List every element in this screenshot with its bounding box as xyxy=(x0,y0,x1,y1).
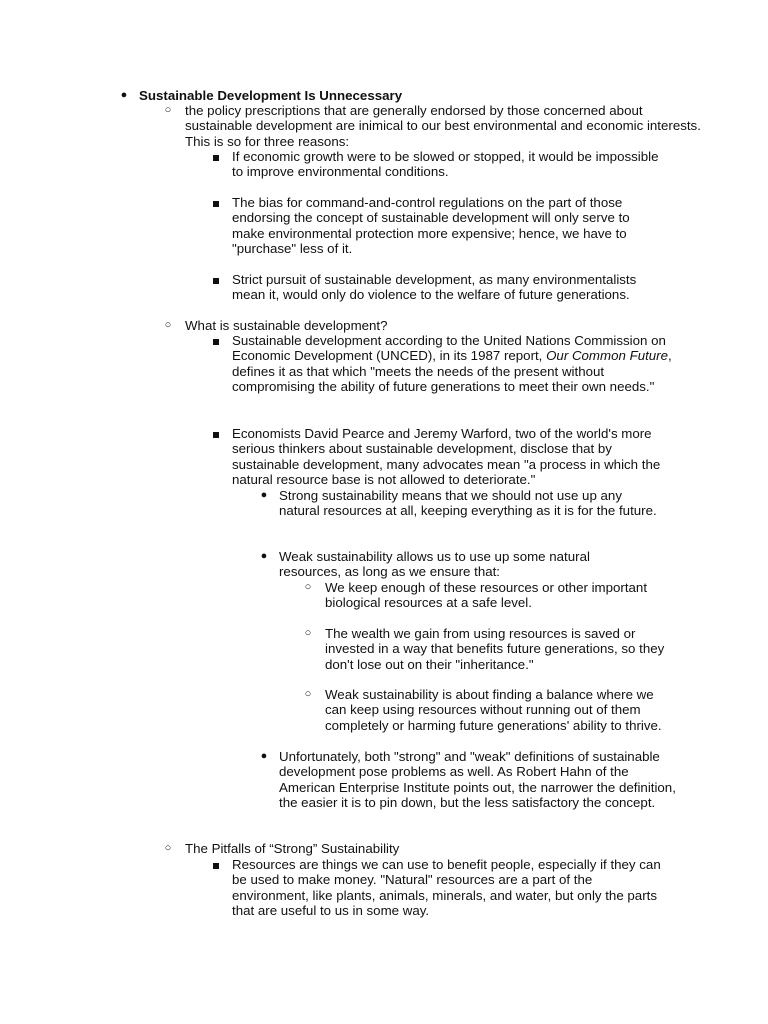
list-item-economists xyxy=(232,426,677,488)
square-bullet-icon xyxy=(209,333,223,348)
list-item-unfortunately xyxy=(260,749,679,811)
square-bullet-icon xyxy=(209,426,223,441)
reason-text: The bias for command-and-control regulations on the part of those endorsing the concept of sustainable development will only serve to make environmental protection more expensive; hence, we have to "purchase" less of it. xyxy=(232,195,630,257)
report-title: Our Common Future xyxy=(546,348,669,364)
unced-text: Sustainable development according to the United Nations Commission on Economic Development (UNCED), in its 1987 report, Our Common Future, defines it as that which "meets the needs of the present without compromising the ability of future generations to meet their own needs." xyxy=(232,333,672,395)
hollow-bullet-icon: ○ xyxy=(304,581,312,593)
list-item-weak xyxy=(260,549,639,580)
list-item-pitfalls xyxy=(164,841,665,856)
square-bullet-icon xyxy=(209,195,223,210)
bullet-heading xyxy=(120,88,659,103)
list-item-resources xyxy=(232,857,672,919)
hollow-bullet-icon: ○ xyxy=(164,319,172,331)
filled-bullet-icon: ● xyxy=(260,550,268,562)
hollow-bullet-icon: ○ xyxy=(304,688,312,700)
list-item-reason-1 xyxy=(232,149,662,180)
weak-text: Weak sustainability allows us to use up some natural resources, as long as we ensure that: xyxy=(279,549,590,580)
list-item-intro xyxy=(164,103,710,149)
weak-point-text: Weak sustainability is about finding a balance where we can keep using resources without running out of them completely or harming future generations' ability to thrive. xyxy=(325,687,662,733)
hollow-bullet-icon: ○ xyxy=(164,104,172,116)
square-bullet-icon xyxy=(209,857,223,872)
list-item-what-is xyxy=(164,318,665,333)
square-bullet-icon xyxy=(209,272,223,287)
square-bullet-icon xyxy=(209,149,223,164)
list-item-strong xyxy=(260,488,659,519)
hollow-bullet-icon: ○ xyxy=(164,842,172,854)
list-item-unced xyxy=(232,333,672,395)
section-heading: Sustainable Development Is Unnecessary xyxy=(139,88,403,103)
resources-text: Resources are things we can use to benefit people, especially if they can be used to make money. "Natural" resources are a part of the environment, like plants, animals, minerals, and water, but only the parts that are useful to us in some way. xyxy=(232,857,661,919)
weak-point-text: We keep enough of these resources or other important biological resources at a safe level. xyxy=(325,580,648,611)
reason-text: If economic growth were to be slowed or stopped, it would be impossible to improve environmental conditions. xyxy=(232,149,659,180)
hollow-bullet-icon: ○ xyxy=(304,627,312,639)
strong-text: Strong sustainability means that we should not use up any natural resources at all, keeping everything as it is for the future. xyxy=(279,488,657,519)
pitfalls-label: The Pitfalls of “Strong” Sustainability xyxy=(185,841,400,856)
what-is-label: What is sustainable development? xyxy=(185,318,388,333)
list-item-weak-point-2 xyxy=(304,626,675,672)
filled-bullet-icon: ● xyxy=(260,489,268,501)
economists-text: Economists David Pearce and Jeremy Warford, two of the world's more serious thinkers about sustainable development, disclose that by sustainable development, many advocates mean "a process in which the natural resource base is not allowed to deteriorate." xyxy=(232,426,661,488)
filled-bullet-icon: ● xyxy=(120,89,128,101)
unfortunately-text: Unfortunately, both "strong" and "weak" definitions of sustainable development pose problems as well. As Robert Hahn of the American Enterprise Institute points out, the narrower the definition, the easier it is to pin down, but the less satisfactory the concept. xyxy=(279,749,676,811)
list-item-reason-2 xyxy=(232,195,662,257)
weak-point-text: The wealth we gain from using resources is saved or invested in a way that benefits future generations, so they don't lose out on their "inheritance." xyxy=(325,626,665,672)
intro-text: the policy prescriptions that are generally endorsed by those concerned about sustainable development are inimical to our best environmental and economic interests. This is so for three reasons: xyxy=(185,103,701,149)
list-item-weak-point-3 xyxy=(304,687,670,733)
filled-bullet-icon: ● xyxy=(260,750,268,762)
list-item-weak-point-1 xyxy=(304,580,680,611)
list-item-reason-3 xyxy=(232,272,672,303)
reason-text: Strict pursuit of sustainable development, as many environmentalists mean it, would only do violence to the welfare of future generations. xyxy=(232,272,637,303)
